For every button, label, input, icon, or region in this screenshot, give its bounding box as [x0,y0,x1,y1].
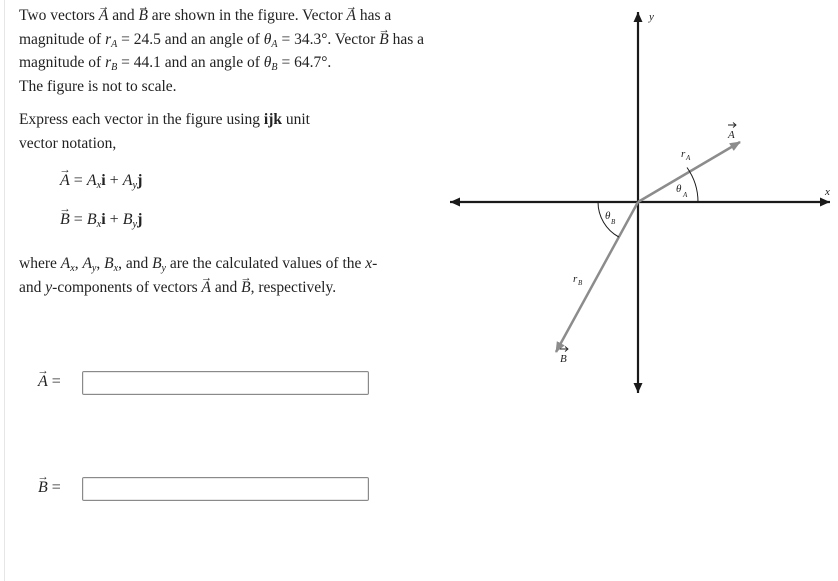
vector-b-letter: B [560,353,567,365]
problem-statement [19,4,429,98]
text-fragment: magnitude of [19,30,102,48]
answer-a-input[interactable] [82,371,369,395]
subscript: y [132,219,138,231]
theta-a-letter: θ [676,183,682,195]
text-fragment: . [327,54,332,71]
theta-b-subscript: B [611,218,616,226]
r-b-label [573,273,583,287]
unit-j: j [137,172,143,189]
vector-b-label [560,347,568,366]
rB-value: 44.1 [133,54,161,71]
equals-sign: = [73,172,83,189]
r-a-label [681,148,691,162]
equation-b [60,211,142,229]
text-fragment: , respectively. [250,278,337,296]
r-b-subscript: B [578,279,583,287]
equals-sign: = [73,211,83,228]
text-fragment: and an angle of [164,30,260,48]
unit-i: i [101,172,106,189]
vector-a-overarrow [728,123,736,128]
text-fragment: -components of vectors [52,278,198,296]
vector-b-overarrow [560,347,568,352]
y-axis-bottom-arrow [634,383,643,393]
text-fragment: where [19,255,57,272]
component-symbol: B [104,255,114,272]
vector-a-symbol: → A [202,276,211,300]
theta-a-subscript: A [683,191,688,199]
answer-a-label [38,373,61,391]
plus-sign: + [109,211,119,228]
subscript: B [111,62,118,74]
answer-b-input[interactable] [82,477,369,501]
r-a-letter: r [681,148,686,160]
theta-b-label [605,210,616,226]
component-symbol: A [122,172,133,189]
text-fragment: - [372,255,378,272]
vector-figure [440,0,838,400]
r-symbol: r [105,54,112,71]
r-symbol: r [105,30,112,48]
text-fragment: and [19,278,42,296]
equals-sign: = [51,479,61,496]
vector-b-symbol: → B [379,28,388,52]
text-fragment: Two vectors [19,7,95,24]
subscript: A [271,38,278,50]
comma: , [118,255,122,272]
subscript: x [113,263,119,275]
x-italic: x [365,255,373,272]
comma: , [96,255,101,272]
vector-a-arrow [638,142,740,202]
component-symbol: A [60,255,71,272]
text-fragment: Express each vector in the figure using [19,111,261,128]
rA-value: 24.5 [133,30,161,48]
vector-a-symbol: → A [347,4,356,28]
vector-b-symbol: → B [138,4,147,28]
thetaB-value: 64.7° [294,54,328,71]
subscript: A [111,38,118,50]
subscript: x [96,219,102,231]
vector-b-symbol: → B [241,276,250,300]
text-fragment: are shown in the figure. Vector [151,7,343,24]
equals-sign: = [51,373,61,390]
comma: , [74,255,79,272]
vector-b-symbol: → B [38,479,48,497]
theta-b-letter: θ [605,210,611,222]
vector-a-symbol: → A [38,373,48,391]
vector-b-symbol: → B [60,211,70,229]
subscript: x [96,180,102,192]
y-axis-top-arrow [634,12,643,22]
equation-a [60,172,142,190]
component-symbol: B [152,255,162,272]
equals-sign: = [121,54,130,71]
vector-a-symbol: → A [60,172,70,190]
text-fragment: are the calculated values of the [169,255,362,272]
vector-b-arrow [556,202,638,352]
plus-sign: + [109,172,119,189]
instruction-text [19,108,339,155]
component-symbol: B [122,211,133,228]
vector-a-symbol: → A [99,4,108,28]
equals-sign: = [281,30,291,48]
subscript: B [271,62,278,74]
x-axis-right-arrow [820,198,830,207]
x-axis-left-arrow [450,198,460,207]
unit-i: i [101,211,106,228]
text-fragment: and [112,7,135,24]
thetaA-value: 34.3° [294,30,328,48]
unit-j: j [137,211,143,228]
theta-symbol: θ [263,30,272,48]
text-fragment: The figure is not to scale. [19,77,177,95]
vector-a-letter: A [728,129,735,141]
subscript: y [132,180,138,192]
y-italic: y [45,278,53,296]
r-a-subscript: A [686,154,691,162]
component-symbol: A [86,172,97,189]
text-fragment: and [214,278,238,296]
text-fragment: and an angle of [164,54,260,71]
text-fragment: and [125,255,149,272]
subscript: y [161,263,167,275]
text-fragment: . Vector [327,30,376,48]
text-fragment: unit vector notation, [19,111,310,152]
component-symbol: A [82,255,92,272]
text-fragment: has a [359,7,392,24]
equals-sign: = [281,54,291,71]
vector-a-label [727,123,736,142]
text-fragment: has a magnitude of [19,30,424,71]
r-b-letter: r [573,273,578,285]
ijk-bold: ijk [263,111,282,128]
theta-a-label [676,183,688,199]
component-symbol: B [86,211,97,228]
x-axis-label: x [825,186,830,198]
theta-symbol: θ [263,54,272,71]
y-axis-label: y [649,11,654,23]
answer-b-label [38,479,61,497]
subscript: y [91,263,97,275]
where-text [19,252,424,299]
left-border [4,0,5,581]
subscript: x [70,263,75,275]
equals-sign: = [121,30,130,48]
